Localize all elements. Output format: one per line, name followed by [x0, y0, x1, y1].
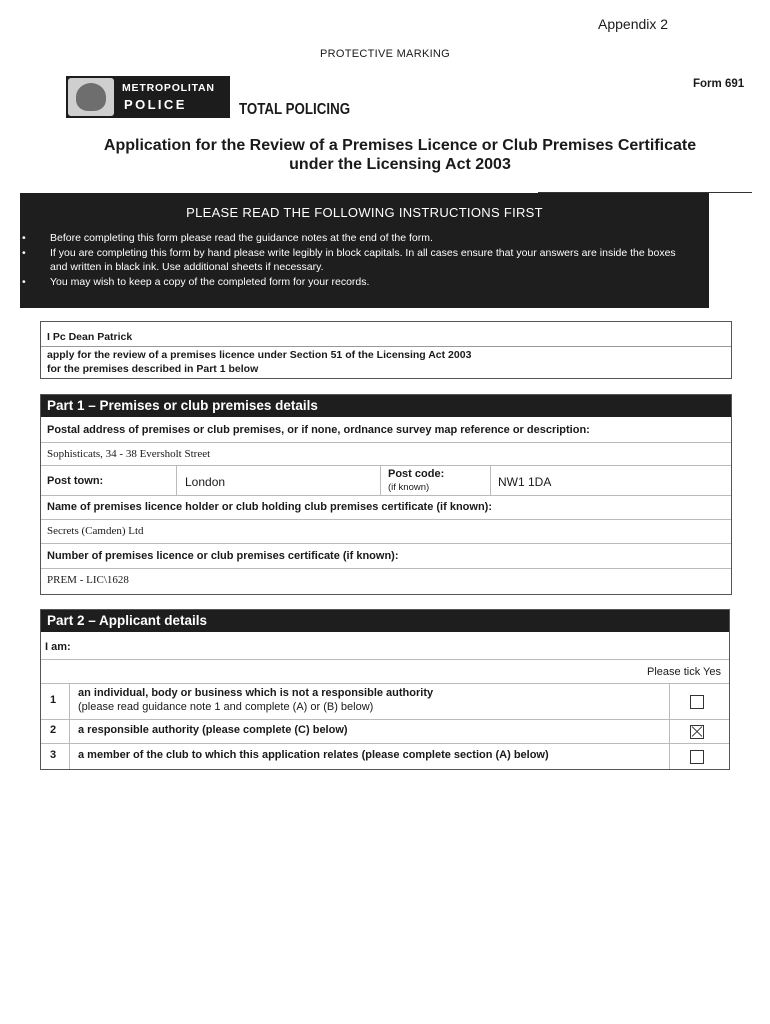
- option-1-checkbox[interactable]: [690, 695, 704, 709]
- logo-line-1: METROPOLITAN: [122, 82, 215, 94]
- divider: [41, 346, 731, 347]
- applicant-line-3: for the premises described in Part 1 below: [47, 363, 259, 375]
- tick-header: Please tick Yes: [647, 666, 721, 678]
- applicant-name[interactable]: I Pc Dean Patrick: [47, 331, 133, 343]
- applicant-statement: [40, 321, 732, 379]
- logo-line-2: POLICE: [124, 97, 187, 112]
- post-town-field[interactable]: London: [185, 475, 226, 489]
- post-code-field[interactable]: NW1 1DA: [498, 475, 552, 489]
- logo-slogan: TOTAL POLICING: [239, 101, 351, 118]
- option-number: 1: [50, 694, 57, 706]
- holder-field[interactable]: Secrets (Camden) Ltd: [47, 525, 144, 537]
- option-2-text: a responsible authority (please complete (C) below): [78, 724, 348, 736]
- appendix-label: Appendix 2: [598, 16, 669, 32]
- met-police-logo: [66, 76, 230, 118]
- part1-heading: Part 1 – Premises or club premises details: [41, 395, 731, 417]
- licence-number-field[interactable]: PREM - LIC\1628: [47, 574, 129, 586]
- part2-heading: Part 2 – Applicant details: [41, 610, 729, 632]
- instructions-heading: PLEASE READ THE FOLLOWING INSTRUCTIONS FIRST: [186, 205, 543, 220]
- title-line-2: under the Licensing Act 2003: [289, 156, 511, 173]
- address-label: Postal address of premises or club premises, or if none, ordnance survey map reference or description:: [47, 424, 590, 436]
- holder-label: Name of premises licence holder or club holding club premises certificate (if known):: [47, 501, 492, 513]
- i-am-label: I am:: [45, 641, 71, 653]
- address-field[interactable]: Sophisticats, 34 - 38 Eversholt Street: [47, 448, 211, 460]
- met-police-crest-icon: [68, 78, 114, 116]
- form-number: Form 691: [693, 78, 745, 90]
- instruction-item: • Before completing this form please read the guidance notes at the end of the form.: [50, 231, 690, 246]
- part1-section: [40, 394, 732, 595]
- protective-marking: PROTECTIVE MARKING: [319, 48, 451, 60]
- instruction-item: • You may wish to keep a copy of the completed form for your records.: [50, 275, 690, 290]
- post-town-label: Post town:: [47, 475, 104, 487]
- instruction-item: • If you are completing this form by hand please write legibly in block capitals. In all cases ensure that your answers are inside the boxes and written in black ink. Use additional sheets if necessary.: [50, 246, 690, 275]
- option-1-text: an individual, body or business which is not a responsible authority: [78, 687, 434, 699]
- instructions-panel: [20, 193, 709, 308]
- form-title: [40, 136, 760, 174]
- post-code-label: Post code:: [388, 468, 445, 480]
- option-3-checkbox[interactable]: [690, 750, 704, 764]
- option-number: 2: [50, 724, 57, 736]
- title-line-1: Application for the Review of a Premises Licence or Club Premises Certificate: [103, 137, 697, 154]
- post-code-note: (if known): [388, 482, 430, 493]
- applicant-line-2: apply for the review of a premises licence under Section 51 of the Licensing Act 2003: [47, 349, 472, 361]
- option-3-text: a member of the club to which this application relates (please complete section (A) below): [78, 749, 549, 761]
- option-number: 3: [50, 749, 57, 761]
- option-2-checkbox[interactable]: [690, 725, 704, 739]
- licence-number-label: Number of premises licence or club premises certificate (if known):: [47, 550, 399, 562]
- instructions-list: [6, 231, 690, 289]
- option-1-note: (please read guidance note 1 and complete (A) or (B) below): [78, 701, 374, 713]
- part2-section: [40, 609, 730, 770]
